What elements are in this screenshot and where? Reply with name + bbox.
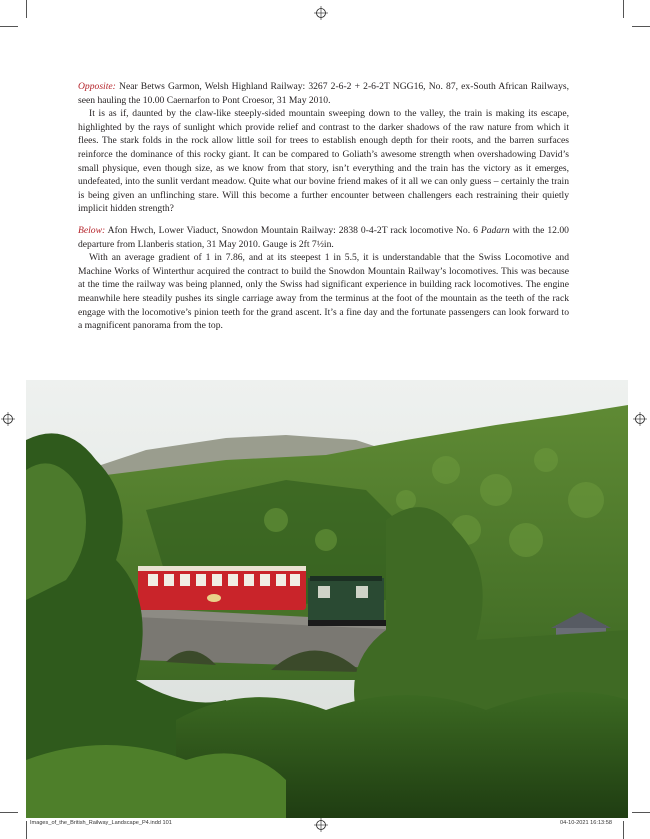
caption-below — [78, 224, 569, 251]
registration-mark-icon — [633, 412, 647, 426]
caption-opposite — [78, 80, 569, 107]
green-locomotive — [308, 576, 386, 626]
caption-text: with the 12.00 departure from Llanberis station, 31 May 2010. Gauge is 2ft 7½in. — [78, 224, 569, 250]
crop-mark — [26, 821, 27, 839]
red-carriage — [138, 566, 306, 610]
registration-mark-icon — [314, 818, 328, 832]
caption-text: Near Betws Garmon, Welsh Highland Railway: 3267 2-6-2 + 2-6-2T NGG16, No. 87, ex-South African Railways, seen hauling the 10.00 Caernarfon to Pont Croesor, 31 May 2010. — [78, 81, 569, 106]
caption-label: Opposite: — [78, 81, 116, 92]
crop-mark — [0, 812, 18, 813]
crop-mark — [632, 26, 650, 27]
railway-photo-illustration — [26, 380, 628, 818]
crop-mark — [26, 0, 27, 18]
caption-label: Below: — [78, 224, 106, 236]
slug-file: Images_of_the_British_Railway_Landscape_P4.indd 101 — [30, 820, 172, 826]
body-paragraph: With an average gradient of 1 in 7.86, and at its steepest 1 in 5.5, it is understandable that the Swiss Locomotive and Machine Works of Winterthur acquired the contract to build the Snowdon Mountain Railway’s locomotives. This was because at the time the railway was being planned, only the Swiss had significant experience in building rack locomotives. The engine meanwhile here steadily pushes its single carriage away from the terminus at the foot of the mountain as the teeth of the rack engage with the locomotive’s pinion teeth for the grand ascent. It’s a fine day and the fortunate passengers can look forward to a magnificent panorama from the top. — [78, 252, 569, 332]
caption-text: Afon Hwch, Lower Viaduct, Snowdon Mountain Railway: 2838 0-4-2T rack locomotive No. 6 — [107, 224, 478, 236]
locomotive-name: Padarn — [480, 224, 510, 236]
body-paragraph: It is as if, daunted by the claw-like steeply-sided mountain sweeping down to the valley, the train is making its escape, highlighted by the rays of sunlight which provide relief and contrast to the darker shadows of the raw nature from which it flees. The stark folds in the rock allow little soil for trees to establish enough depth for their roots, and the barren surfaces reinforce the dominance of this rocky giant. It can be compared to Goliath’s awesome strength when overshadowing David’s small physique, even though size, as we know from that story, isn’t everything and the train has the victory as it emerges, undefeated, into the sunlit verdant meadow. Quite what our bovine friend makes of it all we can only guess – certainly the train is being given an unflinching stare. Will this become a further encounter between challengers each restraining their quietly implicit hidden strength? — [78, 108, 569, 215]
railway-photo — [26, 380, 628, 818]
crop-mark — [632, 812, 650, 813]
crop-mark — [0, 26, 18, 27]
crop-mark — [623, 0, 624, 18]
registration-mark-icon — [1, 412, 15, 426]
registration-mark-icon — [314, 6, 328, 20]
crop-mark — [623, 821, 624, 839]
slug-timestamp: 04-10-2021 16:13:58 — [560, 820, 612, 826]
article-text — [78, 80, 569, 333]
